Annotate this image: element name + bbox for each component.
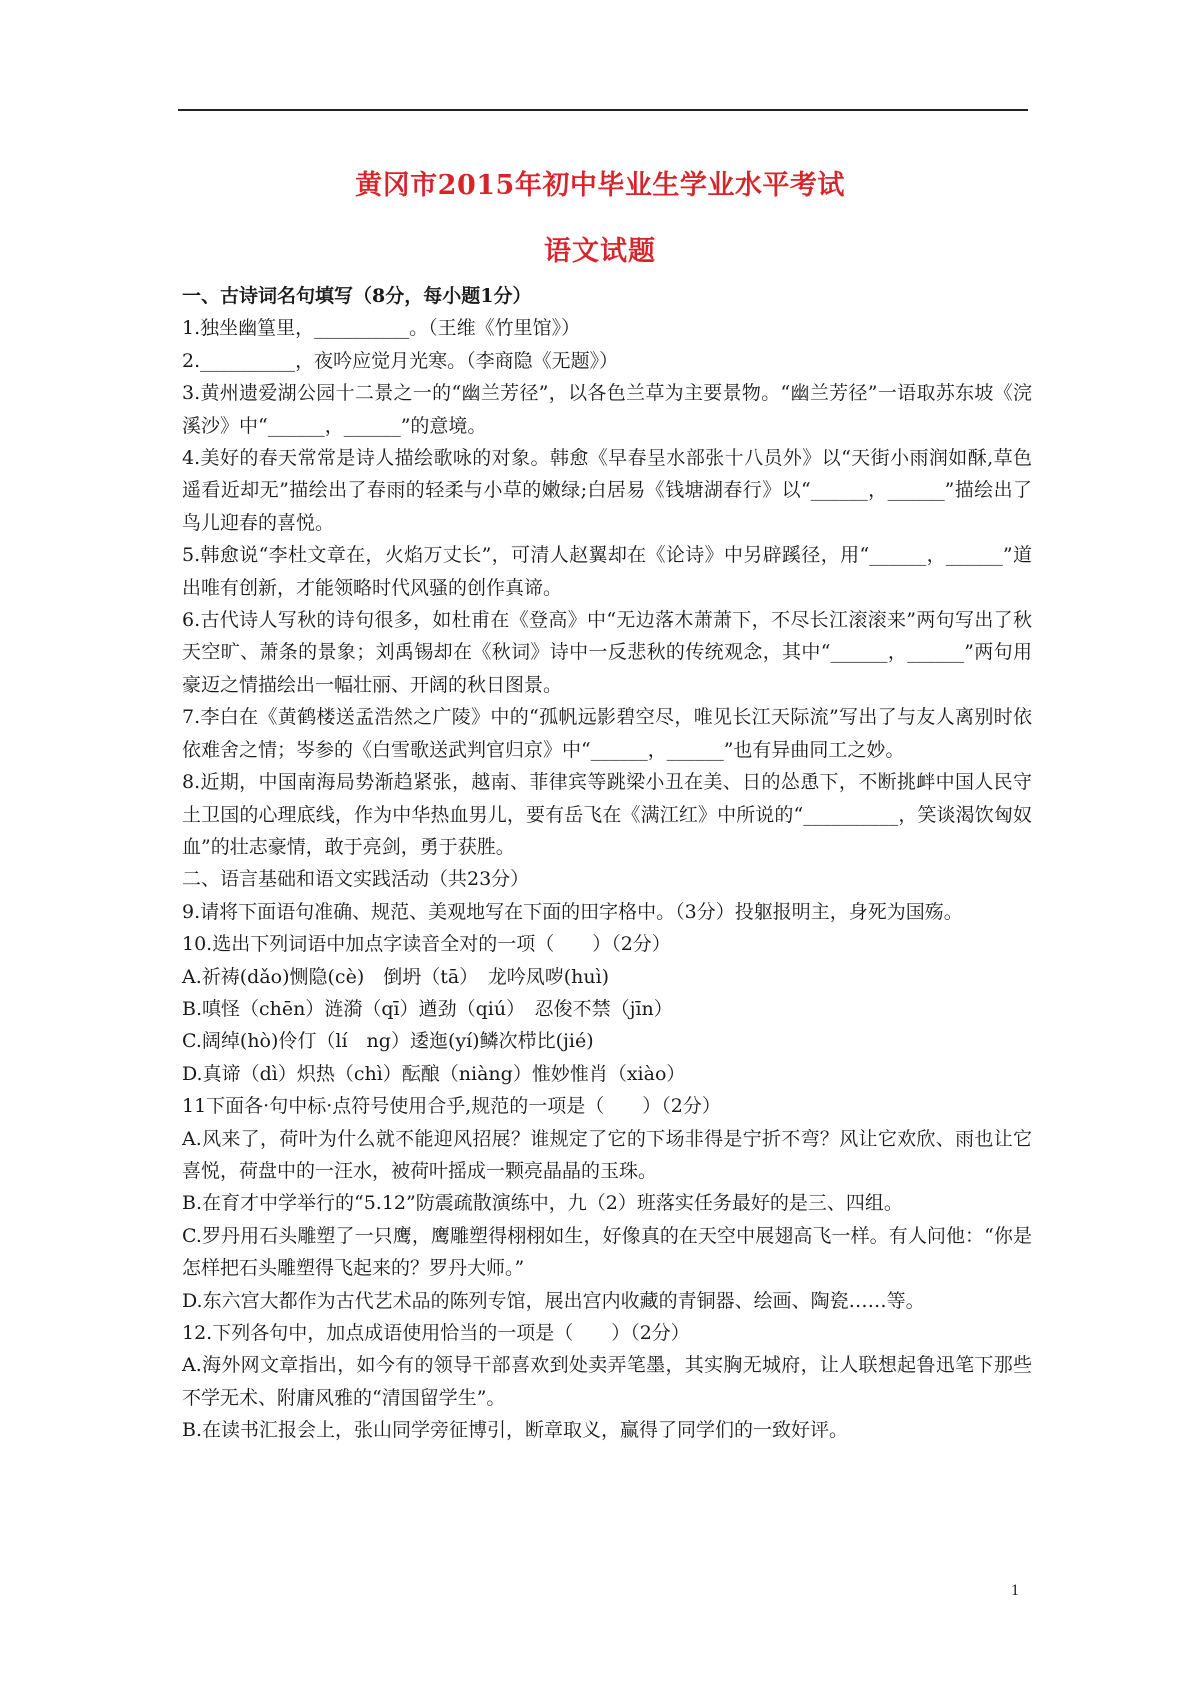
question-line: 4.美好的春天常常是诗人描绘歌咏的对象。韩愈《早春呈水部张十八员外》以“天街小雨润如酥,草色遥看近却无”描绘出了春雨的轻柔与小草的嫩绿;白居易《钱塘湖春行》以“______，______”描绘出了鸟儿迎春的喜悦。: [182, 447, 1032, 534]
question-line: 8.近期，中国南海局势渐趋紧张，越南、菲律宾等跳梁小丑在美、日的怂恿下，不断挑衅中国人民守土卫国的心理底线，作为中华热血男儿，要有岳飞在《满江红》中所说的“__________，笑谈渴饮匈奴血”的壮志豪情，敢于亮剑，勇于获胜。: [182, 771, 1032, 858]
question-line: 11下面各·句中标·点符号使用合乎,规范的一项是（ ）（2分）: [182, 1095, 721, 1118]
question-line: 7.李白在《黄鹤楼送孟浩然之广陵》中的“孤帆远影碧空尽，唯见长江天际流”写出了与友人离别时依依难舍之情；岑参的《白雪歌送武判官归京》中“______，______”也有异曲同工之妙。: [182, 706, 1032, 761]
question-line: 1.独坐幽篁里，__________。（王维《竹里馆》）: [182, 317, 581, 340]
question-line: 5.韩愈说“李杜文章在，火焰万丈长”，可清人赵翼却在《论诗》中另辟蹊径，用“______，______”道出唯有创新，才能领略时代风骚的创作真谛。: [182, 544, 1032, 599]
question-line: 12.下列各句中，加点成语使用恰当的一项是（ ）（2分）: [182, 1322, 690, 1344]
question-line: C.罗丹用石头雕塑了一只鹰，鹰雕塑得栩栩如生，好像真的在天空中展翅高飞一样。有人问他：“你是怎样把石头雕塑得飞起来的？罗丹大师。”: [182, 1224, 1032, 1280]
exam-body: [182, 280, 1032, 1447]
question-line: 10.选出下列词语中加点字读音全对的一项（ ）（2分）: [182, 933, 671, 956]
question-line: 9.请将下面语句准确、规范、美观地写在下面的田字格中。（3分）投躯报明主，身死为国殇。: [182, 900, 963, 923]
question-line: A.祈祷(dǎo)恻隐(cè) 倒坍（tā） 龙吟凤哕(huì): [182, 965, 610, 988]
question-line: 2.__________，夜吟应觉月光寒。（李商隐《无题》）: [182, 349, 619, 372]
header-rule: [178, 109, 1028, 111]
question-line: D.东六宫大都作为古代艺术品的陈列专馆，展出宫内收藏的青铜器、绘画、陶瓷……等。: [182, 1289, 925, 1312]
question-line: C.阔绰(hò)伶仃（lí ng）逶迤(yí)鳞次栉比(jié): [182, 1030, 594, 1053]
question-line: 6.古代诗人写秋的诗句很多，如杜甫在《登高》中“无边落木萧萧下，不尽长江滚滚来”两句写出了秋天空旷、萧条的景象；刘禹锡却在《秋词》诗中一反悲秋的传统观念，其中“______，______”两句用豪迈之情描绘出一幅壮丽、开阔的秋日图景。: [182, 609, 1032, 696]
question-line: B.在读书汇报会上，张山同学旁征博引，断章取义，赢得了同学们的一致好评。: [182, 1419, 849, 1442]
question-line: D.真谛（dì）炽热（chì）酝酿（niàng）惟妙惟肖（xiào）: [182, 1062, 686, 1085]
question-line: A.风来了，荷叶为什么就不能迎风招展？谁规定了它的下场非得是宁折不弯？风让它欢欣、雨也让它喜悦，荷盘中的一汪水，被荷叶摇成一颗亮晶晶的玉珠。: [182, 1127, 1032, 1182]
exam-title: 黄冈市2015年初中毕业生学业水平考试: [355, 170, 845, 201]
question-line: 二、语言基础和语文实践活动（共23分）: [182, 868, 530, 891]
section-heading: 一、古诗词名句填写（8分，每小题1分）: [182, 285, 532, 307]
exam-subtitle: 语文试题: [544, 236, 656, 267]
question-line: B.嗔怪（chēn）涟漪（qī）遒劲（qiú） 忍俊不禁（jīn）: [182, 997, 673, 1020]
question-line: 3.黄州遗爱湖公园十二景之一的“幽兰芳径”，以各色兰草为主要景物。“幽兰芳径”一语取苏东坡《浣溪沙》中“______，______”的意境。: [182, 382, 1032, 437]
question-line: B.在育才中学举行的“5.12”防震疏散演练中，九（2）班落实任务最好的是三、四组。: [182, 1192, 903, 1215]
question-line: A.海外网文章指出，如今有的领导干部喜欢到处卖弄笔墨，其实胸无城府，让人联想起鲁迅笔下那些不学无术、附庸风雅的“清国留学生”。: [182, 1354, 1032, 1409]
page-number: 1: [1011, 1582, 1019, 1599]
